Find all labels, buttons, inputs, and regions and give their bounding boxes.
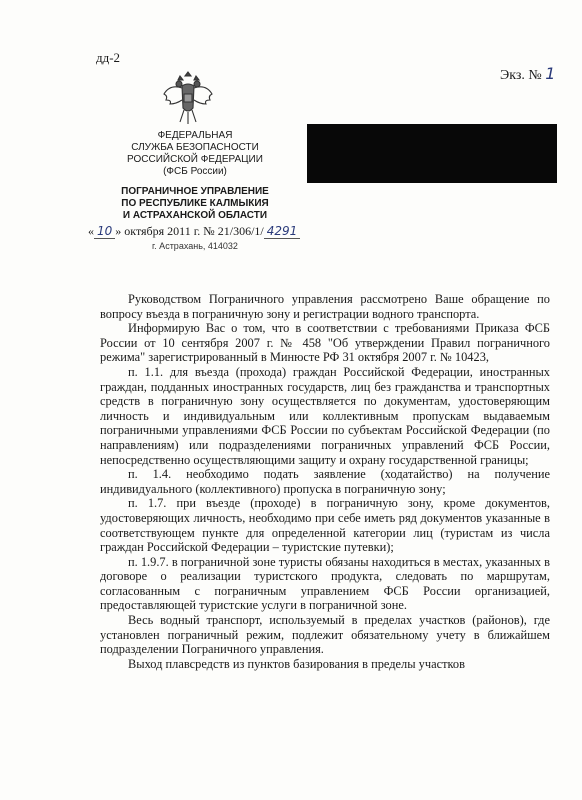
paragraph: п. 1.7. при въезде (проходе) в пограничную зону, кроме документов, удостоверяющих личность, необходимо при себе иметь ряд документов указанные в соответствующем пункте для определенной категории лиц (туристам из числа граждан Российской Федерации – туристские путевки); <box>100 496 550 555</box>
org-line: РОССИЙСКОЙ ФЕДЕРАЦИИ <box>127 154 263 165</box>
department-line: ПО РЕСПУБЛИКЕ КАЛМЫКИЯ <box>121 198 269 209</box>
copy-number <box>500 64 555 84</box>
paragraph: Выход плавсредств из пунктов базирования в пределы участков <box>128 656 465 671</box>
paragraph: п. 1.1. для въезда (прохода) граждан Российской Федерации, иностранных граждан, подданных иностранных государств, лиц без гражданства и транспортных средств в пограничную зону осуществляется по документам, удостоверяющим личность и индивидуальным или коллективным пропускам выдаваемым пограничными управлениями ФСБ России по субъектам Российской Федерации (по направлениям) или подразделениями пограничных управлений ФСБ России, непосредственно осуществляющими защиту и охрану государственной границы; <box>100 364 550 467</box>
double-headed-eagle-icon <box>160 66 216 132</box>
date-month-year: октября 2011 г. № <box>124 224 215 238</box>
outgoing-date-number <box>88 224 300 239</box>
date-day-handwritten: 10 <box>97 224 113 238</box>
paragraph: п. 1.9.7. в пограничной зоне туристы обязаны находиться в местах, указанных в договоре о реализации туристского продукта, следовать по маршрутам, согласованным с пограничным управлением ФСБ России организацией, предоставляющей туристские услуги в пограничной зоне. <box>100 554 550 613</box>
copy-label: Экз. № <box>500 68 542 83</box>
department-block <box>120 186 270 222</box>
letter-body <box>100 292 550 671</box>
outgoing-number-handwritten: 4291 <box>266 224 298 238</box>
outgoing-number: 21/306/1/ <box>217 224 264 238</box>
org-line: ФЕДЕРАЛЬНАЯ <box>157 130 233 141</box>
paragraph: Весь водный транспорт, используемый в пределах участков (районов), где установлен пограничный режим, подлежит обязательному учету в ближайшем подразделении Пограничного управления. <box>100 613 550 657</box>
paragraph: Информирую Вас о том, что в соответствии с требованиями Приказа ФСБ России от 10 сентября 2007 г. № 458 "Об утверждении Правил пограничного режима" зарегистрированный в Минюсте РФ 31 октября 2007 г. № 10423, <box>100 321 550 365</box>
org-line: СЛУЖБА БЕЗОПАСНОСТИ <box>131 142 259 153</box>
redacted-addressee <box>307 124 557 183</box>
department-line: И АСТРАХАНСКОЙ ОБЛАСТИ <box>122 210 268 221</box>
department-line: ПОГРАНИЧНОЕ УПРАВЛЕНИЕ <box>121 186 269 197</box>
document-code: дд-2 <box>96 50 121 65</box>
org-line: (ФСБ России) <box>163 166 227 177</box>
date-open-quote: « <box>88 224 94 238</box>
sender-city: г. Астрахань, 414032 <box>152 241 238 251</box>
date-close-quote: » <box>115 224 122 238</box>
sender-organization <box>120 130 270 222</box>
paragraph: п. 1.4. необходимо подать заявление (ходатайство) на получение индивидуального (коллективного) пропуска в пограничную зону; <box>100 467 550 496</box>
paragraph: Руководством Пограничного управления рассмотрено Ваше обращение по вопросу въезда в пограничную зону и регистрации водного транспорта. <box>100 292 550 321</box>
copy-number-handwritten: 1 <box>545 64 556 83</box>
